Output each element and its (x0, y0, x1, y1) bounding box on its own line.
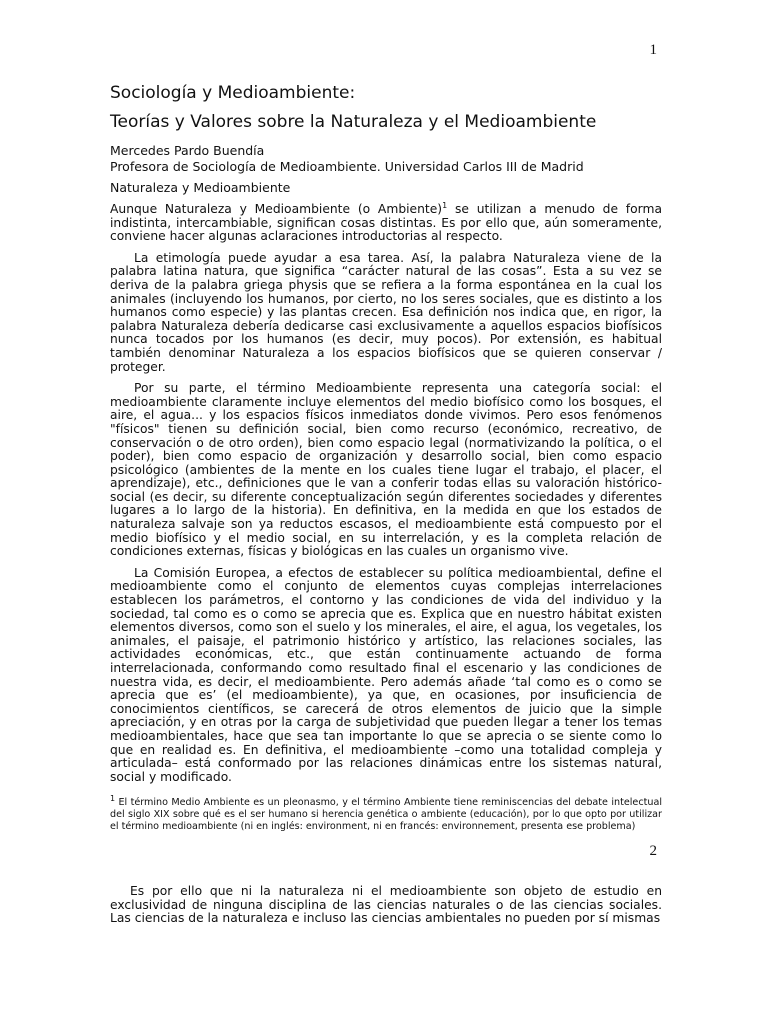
document-subtitle: Teorías y Valores sobre la Naturaleza y el Medioambiente (110, 112, 597, 132)
author-affiliation: Profesora de Sociología de Medioambiente. Universidad Carlos III de Madrid (110, 159, 584, 174)
page-2-content (110, 885, 662, 934)
paragraph-text: Aunque Naturaleza y Medioambiente (o Ambiente) (110, 202, 443, 216)
paragraph: Por su parte, el término Medioambiente representa una categoría social: el medioambiente claramente incluye elementos del medio biofísico como los bosques, el aire, el agua... y los espacios físicos inmediatos donde vivimos. Pero esos fenómenos "físicos" tienen su definición social, bien como recurso (económico, recreativo, de conservación o de otro orden), bien como espacio legal (normativizando la política, o el poder), bien como espacio de organización y desarrollo social, bien como espacio psicológico (ambientes de la mente en los cuales tiene lugar el trabajo, el placer, el aprendizaje), etc., definiciones que le van a conferir todas ellas su valoración histórico-social (es decir, su diferente conceptualización según diferentes sociedades y diferentes lugares a lo largo de la historia). En definitiva, en la medida en que los estados de naturaleza salvaje son ya reductos escasos, el medioambiente está compuesto por el medio biofísico y el medio social, en su interrelación, y es la completa relación de condiciones externas, físicas y biológicas en las cuales un organismo vive. (110, 381, 662, 559)
section-heading: Naturaleza y Medioambiente (110, 180, 291, 195)
paragraph: Es por ello que ni la naturaleza ni el medioambiente son objeto de estudio en exclusividad de ninguna disciplina de las ciencias naturales o de las ciencias sociales. Las ciencias de la naturaleza e incluso las ciencias ambientales no pueden por sí mismas (110, 884, 662, 926)
footnote (110, 793, 662, 833)
page-number: 2 (649, 843, 657, 859)
page-number: 1 (649, 42, 657, 58)
page-1-content (110, 82, 662, 792)
document-title: Sociología y Medioambiente: (110, 83, 356, 103)
footnote-reference[interactable]: 1 (442, 200, 448, 210)
paragraph (110, 200, 662, 244)
footnote-text: El término Medio Ambiente es un pleonasmo, y el término Ambiente tiene reminiscencias del debate intelectual del siglo XIX sobre qué es el ser humano si herencia genética o ambiente (educación), por lo que opto por utilizar el término medioambiente (ni en inglés: environment, ni en francés: environnement, presenta ese problema) (110, 797, 662, 833)
paragraph: La Comisión Europea, a efectos de establecer su política medioambiental, define el medioambiente como el conjunto de elementos cuyas complejas interrelaciones establecen los parámetros, el contorno y las condiciones de vida del individuo y la sociedad, tal como es o como se aprecia que es. Explica que en nuestro hábitat existen elementos diversos, como son el suelo y los minerales, el aire, el agua, los vegetales, los animales, el paisaje, el patrimonio histórico y artístico, las relaciones sociales, las actividades económicas, etc., que están continuamente actuando de forma interrelacionada, conformando como resultado final el escenario y las condiciones de nuestra vida, es decir, el medioambiente. Pero además añade ‘tal como es o como se aprecia que es’ (el medioambiente), ya que, en ocasiones, por insuficiencia de conocimientos científicos, se carecerá de otros elementos de juicio que la simple apreciación, y en otras por la carga de subjetividad que pueden llegar a tener los temas medioambientales, hace que sea tan importante lo que se aprecia o se siente como lo que en realidad es. En definitiva, el medioambiente –como una totalidad compleja y articulada– está conformado por las relaciones dinámicas entre los sistemas natural, social y modificado. (110, 565, 662, 784)
footnote-mark: 1 (110, 793, 116, 803)
author-name: Mercedes Pardo Buendía (110, 143, 265, 158)
paragraph-text: se utilizan a menudo de forma indistinta, intercambiable, significan cosas distintas. Es por ello que, aún someramente, conviene hacer algunas aclaraciones introductorias al respecto. (110, 202, 662, 244)
paragraph: La etimología puede ayudar a esa tarea. Así, la palabra Naturaleza viene de la palabra latina natura, que significa “carácter natural de las cosas”. Esta a su vez se deriva de la palabra griega physis que se refiera a la forma espontánea en la cual los animales (incluyendo los humanos, por cierto, no los seres sociales, que es distinto a los humanos como especie) y las plantas crecen. Esa definición nos indica que, en rigor, la palabra Naturaleza debería dedicarse casi exclusivamente a aquellos espacios biofísicos nunca tocados por los humanos (es decir, muy pocos). Por extensión, es habitual también denominar Naturaleza a los espacios biofísicos que se quieren conservar / proteger. (110, 250, 662, 374)
